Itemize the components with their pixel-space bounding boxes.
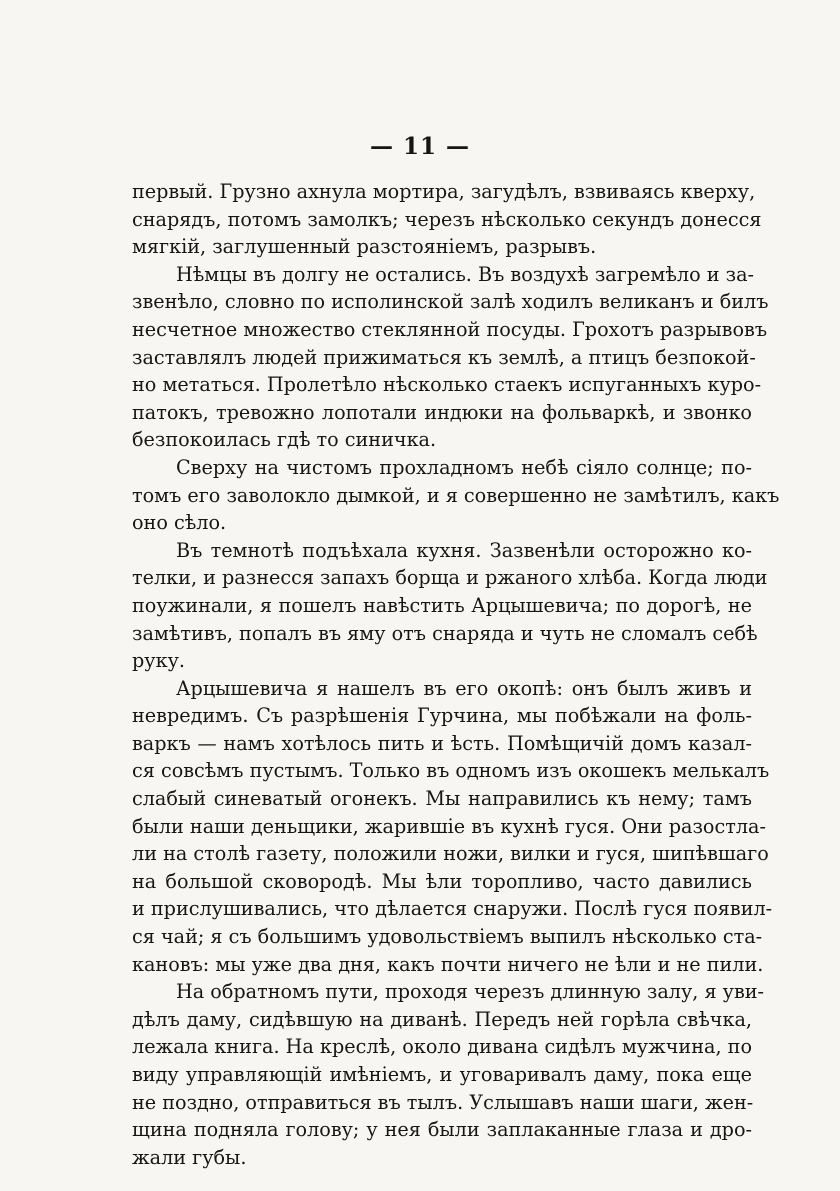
text-line: безпокоилась гдѣ то синичка.	[132, 428, 437, 452]
text-line: несчетное множество стеклянной посуды. Грохотъ разрывовъ	[132, 317, 768, 341]
text-line: на большой сковородѣ. Мы ѣли торопливо, часто давились	[132, 869, 752, 893]
text-line: оно сѣло.	[132, 511, 227, 535]
paragraph	[132, 675, 773, 979]
text-line: не поздно, отправиться въ тылъ. Услышавъ наши шаги, жен-	[132, 1090, 754, 1114]
page-number: — 11 —	[369, 133, 471, 160]
paragraph	[132, 261, 769, 454]
text-line: лежала книга. На креслѣ, около дивана сидѣлъ мужчина, по	[132, 1035, 752, 1059]
text-line: Сверху на чистомъ прохладномъ небѣ сіяло солнце; по-	[176, 455, 752, 479]
paragraph	[132, 454, 780, 537]
text-line: были наши деньщики, жарившіе въ кухнѣ гуся. Они разостла-	[132, 814, 766, 838]
text-line: замѣтивъ, попалъ въ яму отъ снаряда и чуть не сломалъ себѣ	[132, 621, 758, 645]
paragraph	[132, 178, 762, 261]
text-line: дѣлъ даму, сидѣвшую на диванѣ. Передъ ней горѣла свѣчка,	[132, 1007, 752, 1031]
paragraph	[132, 978, 765, 1171]
text-line: телки, и разнесся запахъ борща и ржаного хлѣба. Когда люди	[132, 566, 768, 590]
text-line: жали губы.	[132, 1145, 247, 1169]
text-line: слабый синеватый огонекъ. Мы направились къ нему; тамъ	[132, 787, 752, 811]
text-line: варкъ — намъ хотѣлось пить и ѣсть. Помѣщичій домъ казал-	[132, 731, 752, 755]
paragraph	[132, 537, 768, 675]
text-line: Арцышевича я нашелъ въ его окопѣ: онъ былъ живъ и	[176, 676, 752, 700]
text-line: заставлялъ людей прижиматься къ землѣ, а птицъ безпокой-	[132, 345, 756, 369]
text-line: Въ темнотѣ подъѣхала кухня. Зазвенѣли осторожно ко-	[176, 538, 752, 562]
text-line: снарядъ, потомъ замолкъ; черезъ нѣсколько секундъ донесся	[132, 207, 762, 231]
text-line: ся чай; я съ большимъ удовольствіемъ выпилъ нѣсколько ста-	[132, 925, 763, 949]
text-line: томъ его заволокло дымкой, и я совершенно не замѣтилъ, какъ	[132, 483, 780, 507]
text-line: кановъ: мы уже два дня, какъ почти ничего не ѣли и не пили.	[132, 952, 764, 976]
body-text	[132, 178, 780, 1171]
text-line: Нѣмцы въ долгу не остались. Въ воздухѣ загремѣло и за-	[176, 262, 755, 286]
text-line: и прислушивались, что дѣлается снаружи. Послѣ гуся появил-	[132, 897, 773, 921]
text-line: но метаться. Пролетѣло нѣсколько стаекъ испуганныхъ куро-	[132, 373, 762, 397]
text-line: ся совсѣмъ пустымъ. Только въ одномъ изъ окошекъ мелькалъ	[132, 759, 770, 783]
text-line: На обратномъ пути, проходя черезъ длинную залу, я уви-	[176, 980, 765, 1004]
text-line: патокъ, тревожно лопотали индюки на фольваркѣ, и звонко	[132, 400, 752, 424]
text-line: ли на столѣ газету, положили ножи, вилки и гуся, шипѣвшаго	[132, 842, 769, 866]
text-line: звенѣло, словно по исполинской залѣ ходилъ великанъ и билъ	[132, 290, 769, 314]
text-line: виду управляющій имѣніемъ, и уговаривалъ даму, пока еще	[132, 1063, 752, 1086]
text-line: мягкій, заглушенный разстояніемъ, разрывъ.	[132, 235, 597, 259]
text-line: щина подняла голову; у нея были заплаканные глаза и дро-	[132, 1118, 752, 1142]
text-line: первый. Грузно ахнула мортира, загудѣлъ, взвиваясь кверху,	[132, 180, 756, 203]
text-line: руку.	[132, 649, 185, 673]
text-line: невредимъ. Съ разрѣшенія Гурчина, мы побѣжали на фоль-	[132, 704, 752, 728]
text-line: поужинали, я пошелъ навѣстить Арцышевича; по дорогѣ, не	[132, 593, 752, 617]
